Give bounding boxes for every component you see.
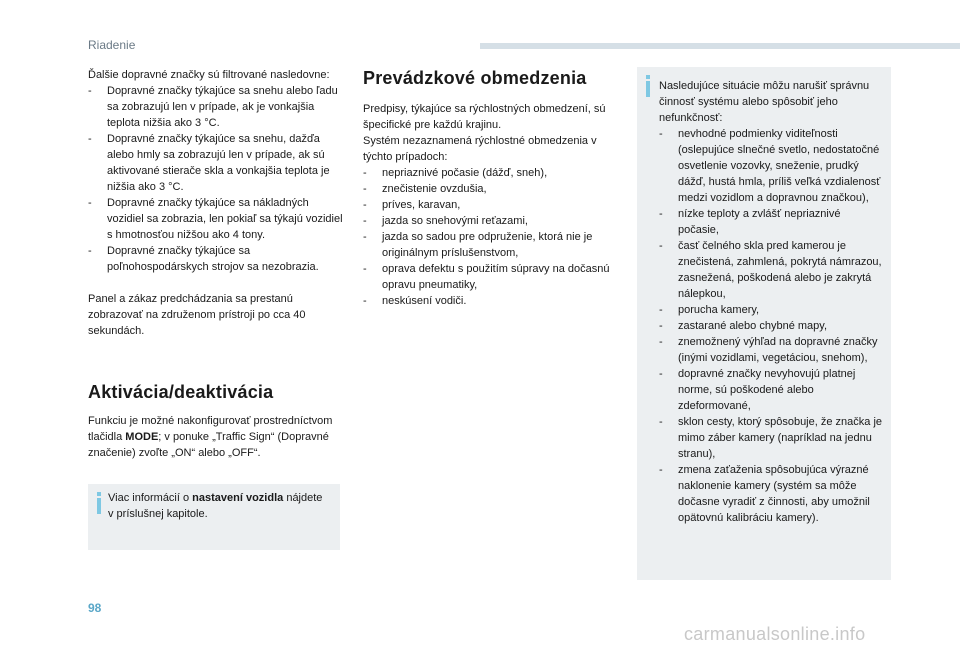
column-left [88, 67, 346, 339]
watermark: carmanualsonline.info [684, 624, 866, 644]
activation-heading: Aktivácia/deaktivácia [88, 382, 274, 402]
list-item: - nízke teploty a zvlášť nepriaznivé počasie, [659, 206, 883, 238]
list-item: - príves, karavan, [363, 197, 621, 213]
page-number: 98 [88, 601, 102, 615]
list-item: - zastarané alebo chybné mapy, [659, 318, 883, 334]
list-item: - znemožnený výhľad na dopravné značky (inými vozidlami, vegetáciou, snehom), [659, 334, 883, 366]
list-item: - oprava defektu s použitím súpravy na dočasnú opravu pneumatiky, [363, 261, 621, 293]
list-item: - sklon cesty, ktorý spôsobuje, že značka je mimo záber kamery (napríklad na jednu stranu), [659, 414, 883, 462]
list-item: - porucha kamery, [659, 302, 883, 318]
list-item: - znečistenie ovzdušia, [363, 181, 621, 197]
info-box-text: Viac informácií o nastavení vozidla nájdete v príslušnej kapitole. [108, 492, 323, 520]
mode-button-label: MODE [125, 431, 159, 443]
list-item: - Dopravné značky týkajúce sa nákladných vozidiel sa zobrazia, len pokiaľ sa týkajú vozidiel s hmotnosťou nižšou ako 4 tony. [88, 195, 346, 243]
info-icon [646, 75, 650, 97]
limits-intro1: Predpisy, týkajúce sa rýchlostných obmedzení, sú špecifické pre každú krajinu. [363, 103, 606, 131]
panel-text: Panel a zákaz predchádzania sa prestanú zobrazovať na združenom prístroji po cca 40 sekundách. [88, 293, 306, 337]
filter-intro: Ďalšie dopravné značky sú filtrované nasledovne: [88, 69, 330, 81]
list-item: - časť čelného skla pred kamerou je znečistená, zahmlená, pokrytá námrazou, zasnežená, poškodená alebo je zakrytá nálepkou, [659, 238, 883, 302]
situation-list [659, 126, 883, 526]
limits-heading: Prevádzkové obmedzenia [363, 68, 587, 88]
filter-list [88, 83, 346, 275]
info-icon [97, 492, 101, 514]
info-box-limitations [637, 67, 891, 580]
column-middle [363, 67, 621, 309]
list-item: - Dopravné značky týkajúce sa snehu, dažďa alebo hmly sa zobrazujú len v prípade, ak sú aktivované stierače skla a vonkajšia teplota je nižšia ako 3 °C. [88, 131, 346, 195]
list-item: - neskúsení vodiči. [363, 293, 621, 309]
settings-link-text: nastavení vozidla [192, 492, 284, 504]
info-box-settings [88, 484, 340, 550]
list-item: - Dopravné značky týkajúce sa poľnohospodárskych strojov sa nezobrazia. [88, 243, 346, 275]
header-bar [480, 43, 960, 49]
list-item: - nepriaznivé počasie (dážď, sneh), [363, 165, 621, 181]
list-item: - dopravné značky nevyhovujú platnej norme, sú poškodené alebo zdeformované, [659, 366, 883, 414]
limits-list [363, 165, 621, 309]
list-item: - zmena zaťaženia spôsobujúca výrazné naklonenie kamery (systém sa môže dočasne vyradiť z činnosti, aby umožnil opätovnú kalibráciu kamery). [659, 462, 883, 526]
info-box-intro: Nasledujúce situácie môžu narušiť správnu činnosť systému alebo spôsobiť jeho nefunkčnosť: [659, 80, 870, 124]
limits-intro2: Systém nezaznamená rýchlostné obmedzenia v týchto prípadoch: [363, 135, 597, 163]
list-item: - Dopravné značky týkajúce sa snehu alebo ľadu sa zobrazujú len v prípade, ak je vonkajšia teplota nižšia ako 3 °C. [88, 83, 346, 131]
list-item: - jazda so snehovými reťazami, [363, 213, 621, 229]
section-title: Riadenie [88, 38, 136, 52]
list-item: - nevhodné podmienky viditeľnosti (oslepujúce slnečné svetlo, nedostatočné osvetlenie vozovky, sneženie, prudký dážď, hustá hmla, príliš veľká vzdialenosť medzi vozidlom a dopravnou značkou), [659, 126, 883, 206]
activation-text: Funkciu je možné nakonfigurovať prostredníctvom tlačidla MODE; v ponuke „Traffic Sign“ (Dopravné značenie) zvoľte „ON“ alebo „OFF“. [88, 415, 333, 459]
list-item: - jazda so sadou pre odpruženie, ktorá nie je originálnym príslušenstvom, [363, 229, 621, 261]
